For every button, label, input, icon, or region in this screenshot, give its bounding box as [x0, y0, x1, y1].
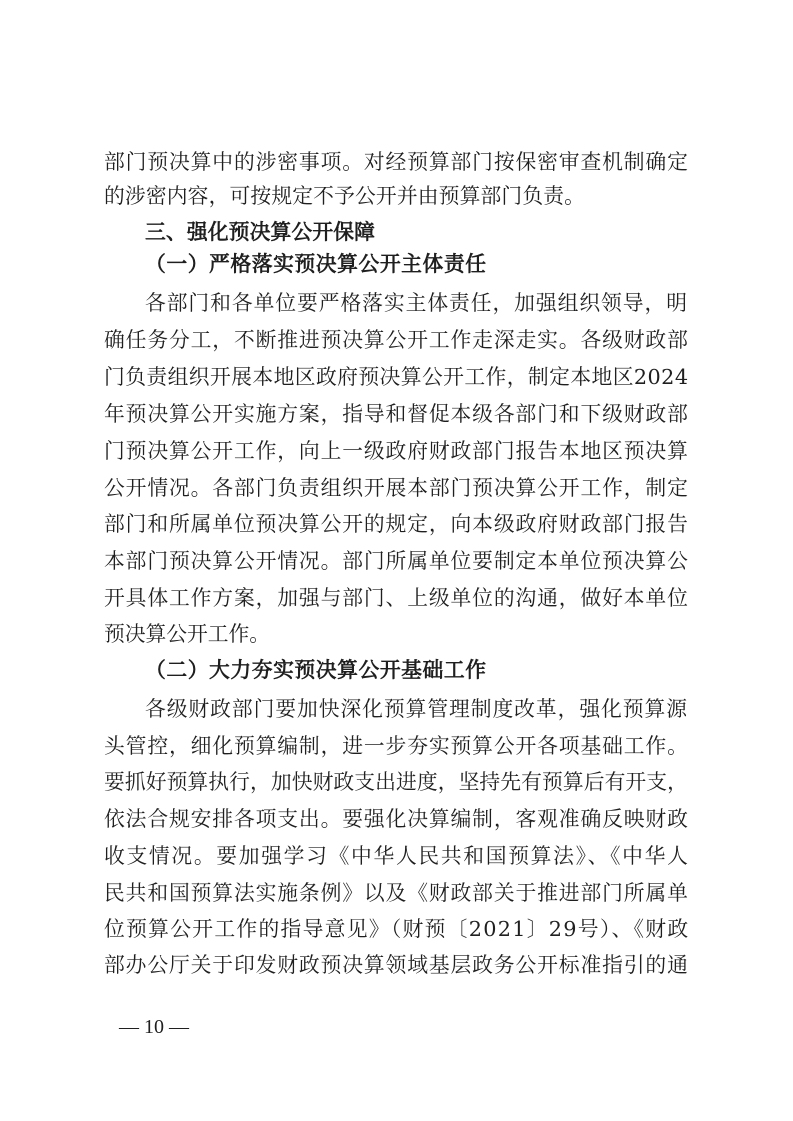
line-text: 门预决算公开工作，向上一级政府财政部门报告本地区预决算 — [104, 439, 689, 463]
line-text: 各部门和各单位要严格落实主体责任，加强组织领导，明 — [145, 291, 688, 315]
line-text: 部门和所属单位预决算公开的规定，向本级政府财政部门报告 — [104, 512, 689, 536]
subsection-heading-text: （二）大力夯实预决算公开基础工作 — [145, 658, 487, 682]
line-text: 要抓好预算执行，加快财政支出进度，坚持先有预算后有开支， — [104, 770, 688, 794]
line-text: 预决算公开工作。 — [104, 622, 270, 646]
line-text: 头管控，细化预算编制，进一步夯实预算公开各项基础工作。 — [104, 734, 689, 758]
line-text: 位预算公开工作的指导意见》（财预〔2021〕29号）、《财政 — [104, 917, 690, 941]
line-text: 收支情况。要加强学习《中华人民共和国预算法》、《中华人 — [104, 844, 690, 868]
line-text: 各级财政部门要加快深化预算管理制度改革，强化预算源 — [145, 697, 688, 721]
line-text: 的涉密内容，可按规定不予公开并由预算部门负责。 — [104, 184, 586, 208]
line-text: 年预决算公开实施方案，指导和督促本级各部门和下级财政部 — [104, 402, 689, 426]
line-text: 本部门预决算公开情况。部门所属单位要制定本单位预决算公 — [104, 549, 689, 573]
subsection-heading — [0, 648, 793, 692]
body-line — [0, 943, 793, 987]
page-number: — 10 — — [119, 1016, 189, 1038]
line-text: 门负责组织开展本地区政府预决算公开工作，制定本地区2024 — [104, 365, 689, 389]
section-heading-text: 三、强化预决算公开保障 — [145, 220, 376, 244]
subsection-heading-text: （一）严格落实预决算公开主体责任 — [145, 252, 487, 276]
line-text: 民共和国预算法实施条例》以及《财政部关于推进部门所属单 — [104, 881, 689, 905]
line-text: 部办公厅关于印发财政预决算领域基层政务公开标准指引的通 — [104, 953, 689, 977]
line-text: 公开情况。各部门负责组织开展本部门预决算公开工作，制定 — [104, 476, 689, 500]
line-text: 部门预决算中的涉密事项。对经预算部门按保密审查机制确定 — [104, 150, 689, 174]
line-text: 确任务分工，不断推进预决算公开工作走深走实。各级财政部 — [104, 328, 689, 352]
line-text: 依法合规安排各项支出。要强化决算编制，客观准确反映财政 — [104, 807, 689, 831]
line-text: 开具体工作方案，加强与部门、上级单位的沟通，做好本单位 — [104, 586, 689, 610]
subsection-heading — [0, 242, 793, 286]
